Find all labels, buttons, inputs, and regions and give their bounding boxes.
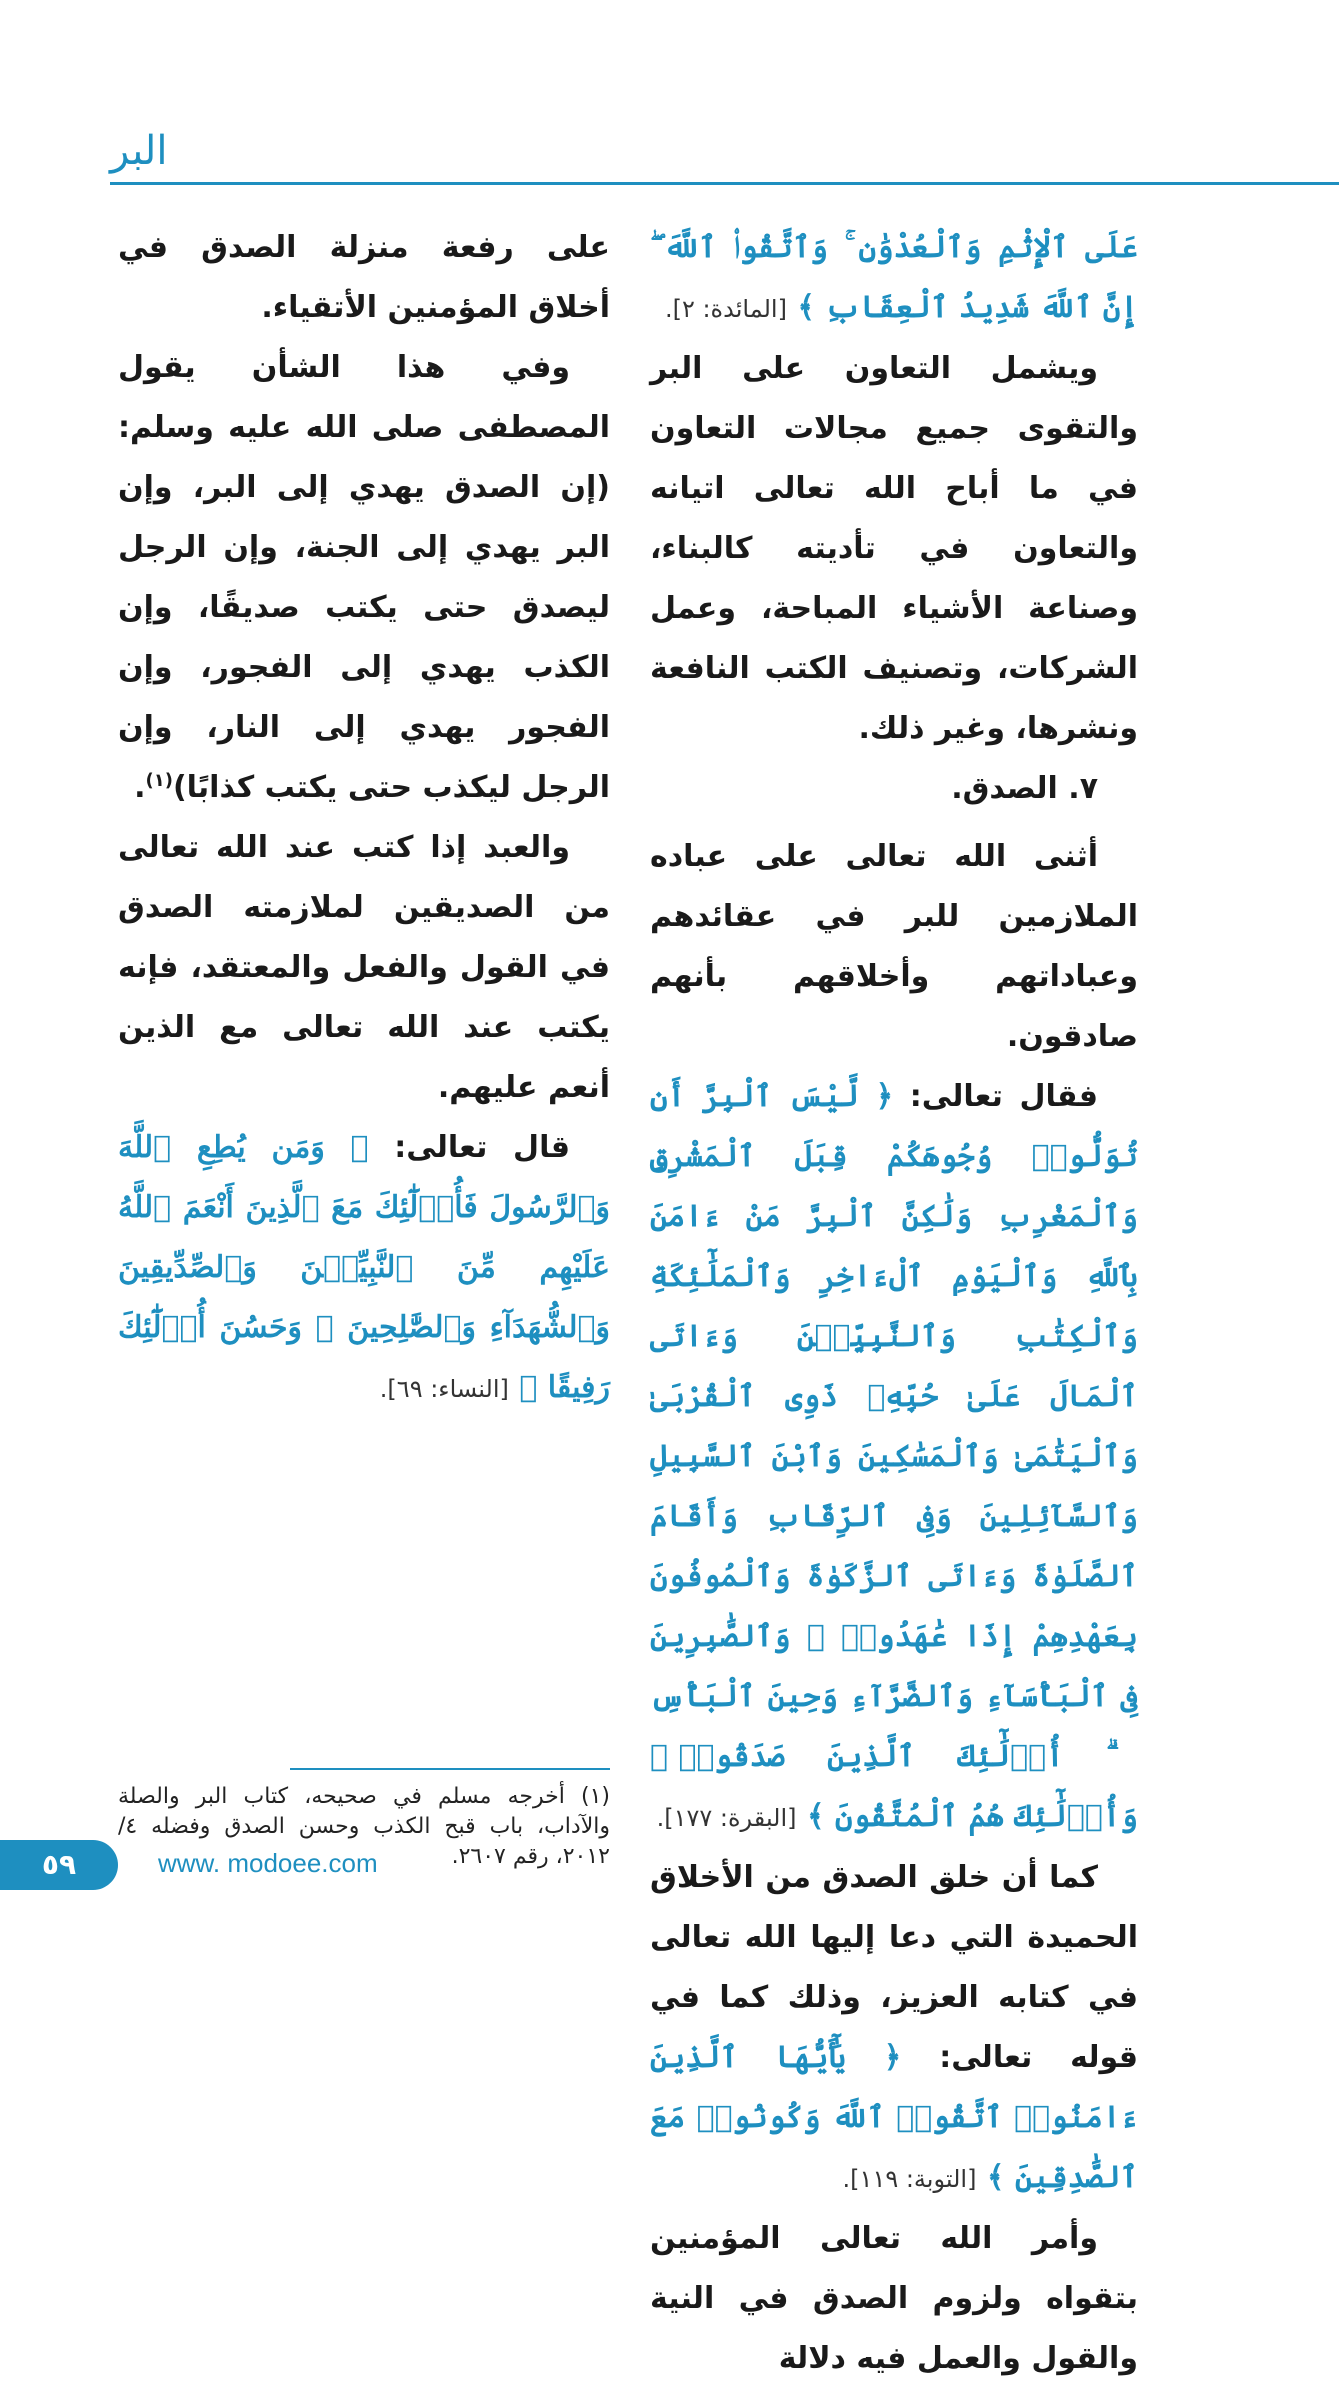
- footnote: (١) أخرجه مسلم في صحيحه، كتاب البر والصلة والآداب، باب قبح الكذب وحسن الصدق وفضله ٤/ ٢٠١٢، رقم ٢٦٠٧.: [118, 1784, 610, 1869]
- verse-reference: [المائدة: ٢].: [664, 295, 787, 323]
- paragraph: على رفعة منزلة الصدق في أخلاق المؤمنين الأتقياء.: [118, 230, 610, 325]
- hadith-text: وفي هذا الشأن يقول المصطفى صلى الله عليه وسلم: (إن الصدق يهدي إلى البر، وإن البر يهدي إلى الجنة، وإن الرجل ليصدق حتى يكتب صديقًا، وإن الكذب يهدي إلى الفجور، وإن الفجور يهدي إلى النار، وإن الرجل ليكذب حتى يكتب كذابًا): [118, 350, 610, 805]
- quran-verse: عَلَى ٱلْإِثْمِ وَٱلْعُدْوَٰنِ ۚ وَٱتَّقُوا۟ ٱللَّهَ ۖ إِنَّ ٱللَّهَ شَدِيدُ ٱلْعِقَابِ ﴾: [650, 230, 1138, 325]
- left-column: [118, 218, 610, 1419]
- quote-intro: فقال تعالى:: [909, 1079, 1098, 1114]
- paragraph: أثنى الله تعالى على عباده الملازمين للبر في عقائدهم وعباداتهم وأخلاقهم بأنهم صادقون.: [650, 839, 1138, 1054]
- page-header-title: البر: [110, 128, 168, 174]
- quote-intro: قال تعالى:: [394, 1130, 570, 1165]
- verse-reference: [التوبة: ١١٩].: [842, 2165, 977, 2193]
- quran-verse: ﴿ وَمَن يُطِعِ ٱللَّهَ وَٱلرَّسُولَ فَأُو۟لَٰٓئِكَ مَعَ ٱلَّذِينَ أَنْعَمَ ٱللَّهُ عَلَيْهِم مِّنَ ٱلنَّبِيِّـۧنَ وَٱلصِّدِّيقِينَ وَٱلشُّهَدَآءِ وَٱلصَّٰلِحِينَ ۚ وَحَسُنَ أُو۟لَٰٓئِكَ رَفِيقًا ﴾: [118, 1130, 610, 1405]
- quran-verse: ﴿ يَٰٓأَيُّهَا ٱلَّذِينَ ءَامَنُوا۟ ٱتَّقُوا۟ ٱللَّهَ وَكُونُوا۟ مَعَ ٱلصَّٰدِقِينَ ﴾: [650, 2040, 1138, 2195]
- page-number: ٥٩: [0, 1840, 118, 1890]
- paragraph: [118, 338, 610, 818]
- paragraph: والعبد إذا كتب عند الله تعالى من الصديقين لملازمته الصدق في القول والفعل والمعتقد، فإنه يكتب عند الله تعالى مع الذين أنعم عليهم.: [118, 830, 610, 1105]
- paragraph: وأمر الله تعالى المؤمنين بتقواه ولزوم الصدق في النية والقول والعمل فيه دلالة: [650, 2221, 1138, 2376]
- punctuation: .: [134, 770, 146, 805]
- verse-reference: [النساء: ٦٩].: [379, 1375, 509, 1403]
- verse-reference: [البقرة: ١٧٧].: [656, 1804, 797, 1832]
- section-heading: ٧. الصدق.: [951, 771, 1098, 806]
- quran-verse: ﴿ لَّيْسَ ٱلْبِرَّ أَن تُوَلُّوا۟ وُجُوهَكُمْ قِبَلَ ٱلْمَشْرِقِ وَٱلْمَغْرِبِ وَلَٰكِنَّ ٱلْبِرَّ مَنْ ءَامَنَ بِٱللَّهِ وَٱلْيَوْمِ ٱلْءَاخِرِ وَٱلْمَلَٰٓئِكَةِ وَٱلْكِتَٰبِ وَٱلنَّبِيِّـۧنَ وَءَاتَى ٱلْمَالَ عَلَىٰ حُبِّهِۦ ذَوِى ٱلْقُرْبَىٰ وَٱلْيَتَٰمَىٰ وَٱلْمَسَٰكِينَ وَٱبْنَ ٱلسَّبِيلِ وَٱلسَّآئِلِينَ وَفِى ٱلرِّقَابِ وَأَقَامَ ٱلصَّلَوٰةَ وَءَاتَى ٱلزَّكَوٰةَ وَٱلْمُوفُونَ بِعَهْدِهِمْ إِذَا عَٰهَدُوا۟ ۖ وَٱلصَّٰبِرِينَ فِى ٱلْبَأْسَآءِ وَٱلضَّرَّآءِ وَحِينَ ٱلْبَأْسِ ۗ أُو۟لَٰٓئِكَ ٱلَّذِينَ صَدَقُوا۟ ۖ وَأُو۟لَٰٓئِكَ هُمُ ٱلْمُتَّقُونَ ﴾: [650, 1079, 1138, 1834]
- header-divider: [110, 182, 1339, 185]
- paragraph: [118, 1118, 610, 1419]
- footnote-marker[interactable]: (١): [145, 770, 173, 791]
- paragraph: ويشمل التعاون على البر والتقوى جميع مجالات التعاون في ما أباح الله تعالى اتيانه والتعاون في تأديته كالبناء، وصناعة الأشياء المباحة، وعمل الشركات، وتصنيف الكتب النافعة ونشرها، وغير ذلك.: [650, 351, 1138, 746]
- paragraph: [650, 1848, 1138, 2209]
- paragraph-text: كما أن خلق الصدق من الأخلاق الحميدة التي دعا إليها الله تعالى في كتابه العزيز، وذلك كما في قوله تعالى:: [650, 1860, 1138, 2075]
- paragraph: [650, 1067, 1138, 1848]
- footnote-divider: [290, 1768, 610, 1770]
- right-column: [650, 218, 1138, 2389]
- website-link[interactable]: www. modoee.com: [158, 1848, 378, 1878]
- paragraph: [650, 218, 1138, 339]
